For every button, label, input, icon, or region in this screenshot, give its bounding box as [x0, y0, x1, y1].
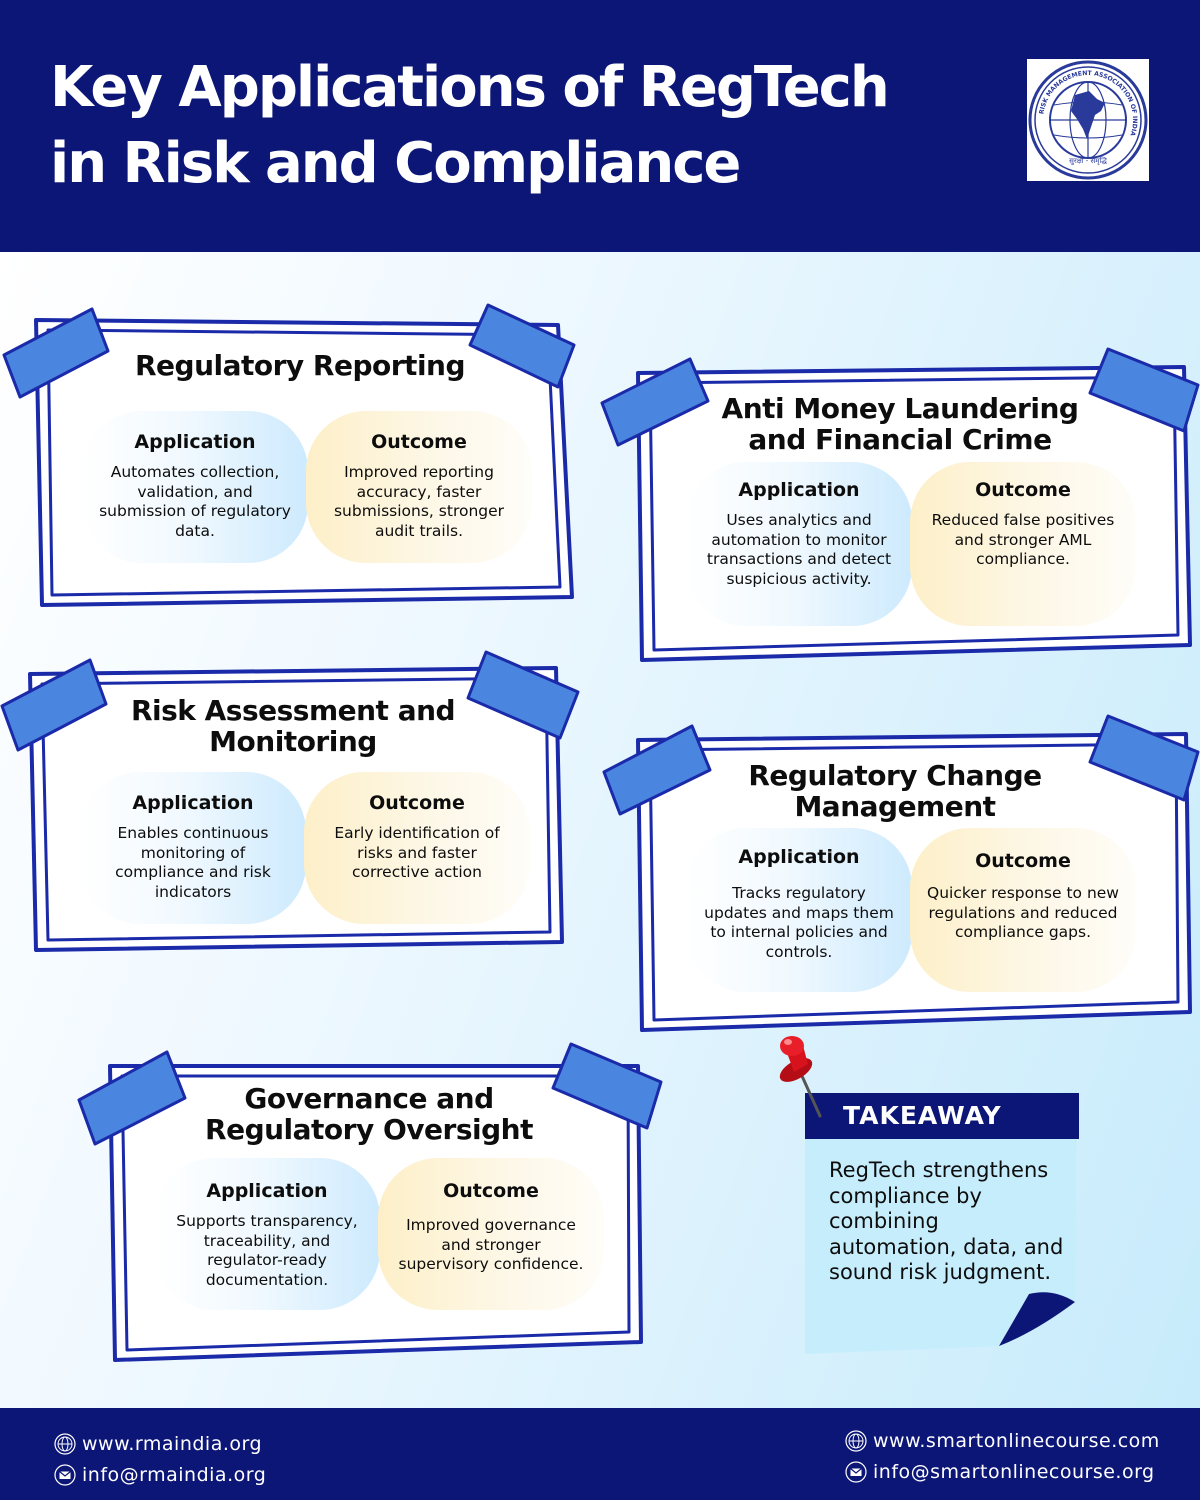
title-line-2: in Risk and Compliance — [50, 131, 740, 196]
card-title: Anti Money Laundering and Financial Crime — [721, 392, 1079, 456]
envelope-icon — [845, 1461, 867, 1483]
takeaway-header-band — [805, 1093, 1079, 1139]
card-regulatory-change — [600, 712, 1200, 1037]
card-title: Regulatory Reporting — [134, 349, 466, 382]
card-anti-money-laundering — [600, 345, 1200, 670]
globe-icon — [54, 1433, 76, 1455]
card-title: Governance and Regulatory Oversight — [205, 1082, 533, 1146]
card-title: Risk Assessment and Monitoring — [130, 694, 456, 758]
outcome-text: Quicker response to new regulations and reduced compliance gaps. — [927, 884, 1119, 941]
outcome-text: Improved reporting accuracy, faster submissions, stronger audit trails. — [333, 463, 505, 540]
outcome-heading: Outcome — [443, 1180, 539, 1202]
rma-india-logo — [1027, 59, 1149, 181]
outcome-heading: Outcome — [369, 792, 465, 814]
footer-bar — [0, 1408, 1200, 1500]
takeaway-text: RegTech strengthens compliance by combining automation, data, and sound risk judgment. — [829, 1158, 1064, 1284]
footer-link-rmaindia-website[interactable]: www.rmaindia.org — [54, 1433, 262, 1455]
outcome-panel — [304, 772, 530, 924]
envelope-icon — [54, 1464, 76, 1486]
card-regulatory-reporting — [0, 295, 600, 615]
red-pushpin-icon — [766, 1032, 836, 1122]
card-risk-assessment — [0, 650, 600, 970]
application-text: Uses analytics and automation to monitor transactions and detect suspicious activity. — [706, 511, 892, 588]
application-panel — [80, 772, 306, 924]
footer-link-smartonlinecourse-website[interactable]: www.smartonlinecourse.com — [845, 1430, 1160, 1452]
svg-text:सुरक्षा - समृद्धि: सुरक्षा - समृद्धि — [1069, 157, 1107, 165]
application-panel — [686, 462, 912, 626]
outcome-text: Improved governance and stronger supervisory confidence. — [398, 1216, 584, 1273]
outcome-panel — [910, 828, 1136, 992]
application-heading: Application — [738, 846, 860, 868]
application-heading: Application — [132, 792, 254, 814]
application-heading: Application — [134, 431, 256, 453]
application-heading: Application — [206, 1180, 328, 1202]
outcome-panel — [306, 411, 532, 563]
card-title: Regulatory Change Management — [748, 759, 1042, 823]
application-text: Supports transparency, traceability, and regulator-ready documentation. — [176, 1212, 358, 1289]
outcome-heading: Outcome — [371, 431, 467, 453]
globe-icon — [845, 1430, 867, 1452]
outcome-text: Reduced false positives and stronger AML compliance. — [931, 511, 1115, 568]
application-text: Automates collection, validation, and submission of regulatory data. — [99, 463, 291, 540]
application-panel — [154, 1158, 380, 1310]
footer-link-smartonlinecourse-email[interactable]: info@smartonlinecourse.org — [845, 1461, 1155, 1483]
application-panel — [686, 828, 912, 992]
page-title — [50, 50, 990, 202]
title-line-1: Key Applications of RegTech — [50, 55, 888, 120]
application-panel — [82, 411, 308, 563]
application-heading: Application — [738, 479, 860, 501]
outcome-heading: Outcome — [975, 479, 1071, 501]
header-banner — [0, 0, 1200, 252]
footer-link-rmaindia-email[interactable]: info@rmaindia.org — [54, 1464, 266, 1486]
application-text: Tracks regulatory updates and maps them to internal policies and controls. — [704, 884, 894, 961]
takeaway-note — [803, 1092, 1079, 1354]
outcome-text: Early identification of risks and faster corrective action — [334, 824, 500, 881]
globe-logo-icon — [1027, 59, 1149, 181]
outcome-heading: Outcome — [975, 850, 1071, 872]
outcome-panel — [378, 1158, 604, 1310]
application-text: Enables continuous monitoring of compliance and risk indicators — [115, 824, 271, 901]
card-governance — [75, 1040, 665, 1370]
svg-text:RISK MANAGEMENT ASSOCIATION OF: RISK MANAGEMENT ASSOCIATION OF INDIA — [1038, 69, 1139, 137]
outcome-panel — [910, 462, 1136, 626]
takeaway-label: TAKEAWAY — [843, 1101, 1002, 1130]
